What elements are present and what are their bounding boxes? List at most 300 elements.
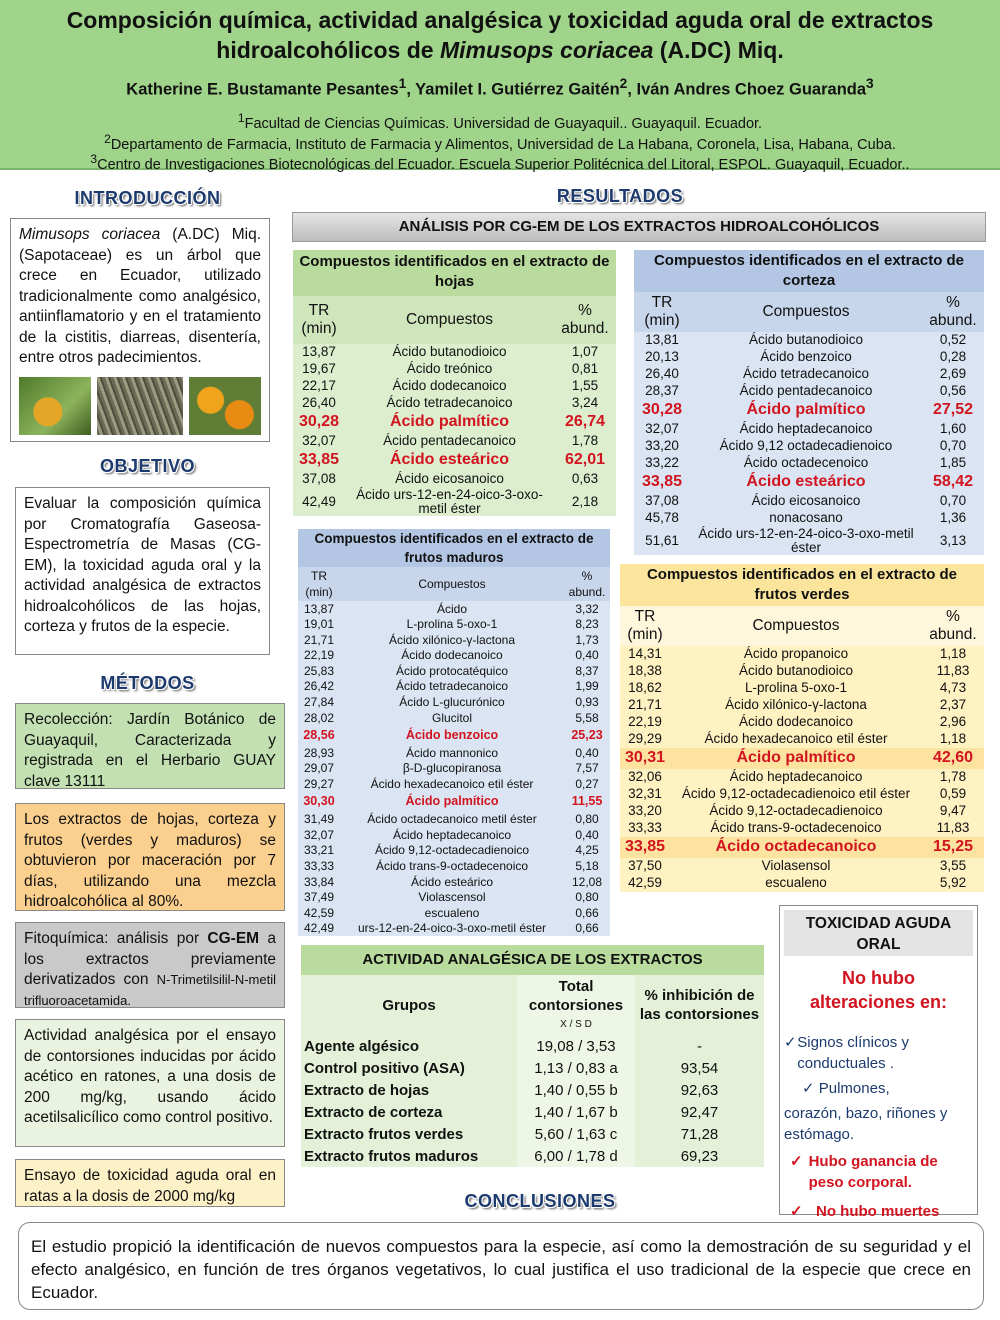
cell-compuesto: Ácido L-glucurónico	[399, 695, 505, 710]
intro-body: (A.DC) Miq. (Sapotaceae) es un árbol que crece en Ecuador, utilizado tradicionalmente como analgésico, antiinflamatorio y en el tratamiento de la cistitis, diarreas, disentería, entre otros padecimientos.	[19, 226, 261, 366]
table-row	[620, 663, 984, 680]
cell-tr: 33,21	[303, 843, 335, 858]
col-tr: TR (min)	[627, 608, 663, 643]
cell-compuesto: Ácido treónico	[406, 361, 493, 377]
table-row	[298, 859, 610, 875]
tabla-maduros-title: Compuestos identificados en el extracto de frutos maduros	[298, 529, 610, 567]
author-2: , Yamilet I. Gutiérrez Gaitén	[406, 80, 620, 99]
cell-tr: 29,27	[303, 777, 335, 792]
tox-text: Signos clínicos y conductuales .	[797, 1034, 909, 1072]
cell-tr: 19,01	[303, 617, 335, 632]
fruits-photo	[189, 377, 261, 435]
cell-abund: 0,40	[575, 827, 599, 842]
cell-compuesto: Ácido heptadecanoico	[729, 769, 863, 785]
table-row	[298, 663, 610, 679]
cell-compuesto: Ácido xilónico-γ-lactona	[388, 632, 516, 647]
conclusiones-box: El estudio propició la identificación de nuevos compuestos para la especie, así como la demostración de su seguridad y el efecto analgésico, en función de tres órganos vegetativos, lo cual justifica el uso tradicional de la especie que crece en Ecuador.	[18, 1222, 984, 1310]
cell-abund: 5,58	[575, 710, 599, 725]
table-row	[301, 1057, 764, 1079]
author-2-sup: 2	[619, 76, 628, 91]
cell-abund: 0,70	[939, 493, 967, 509]
tox-text: No hubo muertes	[816, 1203, 940, 1220]
cell-abund: 11,83	[936, 663, 970, 679]
cell-abund: 58,42	[932, 473, 974, 491]
cell-abund: 11,83	[936, 820, 970, 836]
table-row	[620, 748, 984, 769]
table-row	[634, 527, 984, 555]
cell-compuesto: Ácido 9,12 octadecadienoico	[719, 438, 893, 454]
toxicidad-title: TOXICIDAD AGUDA ORAL	[784, 910, 973, 956]
cell-tr: 33,85	[641, 473, 683, 491]
cell-abund: 1,07	[571, 344, 599, 360]
tox-text: Hubo ganancia de peso corporal.	[808, 1153, 938, 1191]
table-row	[634, 421, 984, 438]
table-row	[293, 450, 616, 471]
cell-tr: 33,84	[303, 874, 335, 889]
cell-compuesto: Ácido dodecanoico	[401, 648, 503, 663]
table-row	[620, 820, 984, 837]
cell-tr: 29,07	[303, 761, 335, 776]
cell-compuesto: Ácido tetradecanoico	[395, 679, 509, 694]
cell-tr: 33,33	[303, 859, 335, 873]
cell-tr: 33,20	[628, 803, 662, 819]
cell-abund: 4,25	[575, 843, 599, 858]
cell-tr: 33,20	[645, 438, 679, 454]
cell-compuesto: Ácido tetradecanoico	[386, 395, 513, 411]
table-row	[293, 471, 616, 488]
tabla-analgesica-title: ACTIVIDAD ANALGÉSICA DE LOS EXTRACTOS	[301, 945, 764, 975]
cell-tr: 28,02	[303, 710, 335, 725]
cell-tr: 37,49	[303, 890, 335, 905]
cell-abund: 2,69	[939, 366, 967, 382]
metodos-title: MÉTODOS	[100, 673, 195, 693]
table-row	[301, 1145, 764, 1167]
cell-compuesto: Ácido pentadecanoico	[383, 433, 516, 449]
table-row	[620, 875, 984, 892]
cell-compuesto: Ácido 9,12-octadecadienoico	[709, 803, 883, 819]
tabla-analgesica	[301, 945, 764, 1167]
col-abund: % abund.	[929, 294, 977, 329]
toxicidad-list	[780, 1032, 977, 1222]
table-row	[293, 412, 616, 433]
table-row	[301, 1101, 764, 1123]
tabla-analgesica-grid	[301, 975, 764, 1167]
tabla-verdes-title: Compuestos identificados en el extracto de frutos verdes	[620, 564, 984, 606]
resultados-title: RESULTADOS	[556, 186, 684, 206]
cell-compuesto: Ácido xilónico-γ-lactona	[725, 697, 867, 713]
cell-abund: 2,96	[939, 714, 967, 730]
cell-tr: 20,13	[645, 349, 679, 365]
tabla-corteza-body	[634, 332, 984, 555]
cell-abund: 7,57	[575, 761, 599, 776]
table-row	[634, 366, 984, 383]
tabla-hojas-grid	[293, 296, 616, 516]
col-total-label: Total contorsiones	[528, 977, 624, 1014]
cell-inhibicion: -	[697, 1037, 702, 1055]
cell-abund: 0,52	[939, 332, 967, 348]
toxicidad-box	[779, 905, 978, 1220]
cell-abund: 62,01	[564, 451, 606, 469]
cell-abund: 0,70	[939, 438, 967, 454]
cell-tr: 22,17	[302, 378, 336, 394]
table-row	[620, 697, 984, 714]
title-line-2	[10, 35, 990, 65]
col-inhibicion: % inhibición de las contorsiones	[639, 987, 760, 1023]
cell-compuesto: Violasensol	[761, 858, 831, 874]
cell-compuesto: Ácido hexadecanoico etil éster	[370, 777, 534, 792]
resultados-banner: ANÁLISIS POR CG-EM DE LOS EXTRACTOS HIDROALCOHÓLICOS	[292, 212, 986, 242]
metodo-recoleccion: Recolección: Jardín Botánico de Guayaquil, Caracterizada y registrada en el Herbario GUAY clave 13111	[15, 703, 285, 789]
cell-abund: 0,93	[575, 695, 599, 710]
tabla-hojas	[293, 250, 616, 516]
cell-tr: 37,50	[628, 858, 662, 874]
aff-text: Centro de Investigaciones Biotecnológicas del Ecuador. Escuela Superior Politécnica del Litoral, ESPOL. Guayaquil, Ecuador..	[97, 156, 910, 173]
cell-abund: 5,92	[939, 875, 967, 891]
cell-tr: 22,19	[303, 648, 335, 663]
table-row	[620, 837, 984, 858]
cell-abund: 0,59	[939, 786, 967, 802]
cell-compuesto: Ácido heptadecanoico	[739, 421, 873, 437]
table-row	[298, 710, 610, 726]
metodo-extractos: Los extractos de hojas, corteza y frutos (verdes y maduros) se obtuvieron por maceración por 7 días, utilizando una mezcla hidroalcohólica al 80%.	[15, 803, 285, 911]
table-row	[293, 488, 616, 516]
cell-tr: 32,07	[303, 827, 335, 842]
table-row	[298, 745, 610, 761]
cell-abund: 25,23	[571, 727, 603, 742]
cell-inhibicion: 92,63	[680, 1081, 719, 1099]
cell-abund: 1,18	[939, 646, 967, 662]
cell-compuesto: Ácido 9,12-octadecadienoico	[374, 843, 530, 858]
cell-compuesto: Ácido octadecenoico	[743, 455, 869, 471]
table-row	[301, 1035, 764, 1057]
table-row	[634, 438, 984, 455]
tox-item-3	[784, 1151, 973, 1193]
cell-abund: 3,32	[575, 601, 599, 616]
m3-bold: CG-EM	[207, 930, 260, 947]
cell-compuesto: Glucitol	[431, 710, 472, 725]
tabla-corteza-grid	[634, 292, 984, 555]
cell-tr: 19,67	[302, 361, 336, 377]
cell-abund: 0,56	[939, 383, 967, 399]
cell-tr: 26,42	[303, 679, 335, 694]
table-row	[298, 726, 610, 746]
col-abund: % abund.	[568, 569, 606, 599]
cell-compuesto: L-prolina 5-oxo-1	[744, 680, 848, 696]
metodo-fitoquimica	[15, 922, 285, 1008]
cell-inhibicion: 92,47	[680, 1103, 719, 1121]
table-row	[301, 1123, 764, 1145]
cell-abund: 3,24	[571, 395, 599, 411]
cell-tr: 26,40	[645, 366, 679, 382]
col-tr: TR (min)	[301, 302, 337, 337]
aff-text: Facultad de Ciencias Químicas. Universidad de Guayaquil.. Guayaquil. Ecuador.	[244, 115, 763, 132]
cell-compuesto: β-D-glucopiranosa	[402, 761, 502, 776]
tabla-maduros-grid	[298, 567, 610, 936]
cell-compuesto: escualeno	[765, 875, 827, 891]
table-row	[298, 905, 610, 921]
cell-tr: 13,81	[645, 332, 679, 348]
table-row	[293, 378, 616, 395]
cell-tr: 30,31	[624, 749, 666, 767]
tabla-verdes-body	[620, 646, 984, 892]
table-row	[634, 472, 984, 493]
metodo-analgesica: Actividad analgésica por el ensayo de contorsiones inducidas por ácido acético en ratones, a una dosis de 200 mg/kg, usando ácido acetilsalicílico como control positivo.	[15, 1019, 285, 1147]
cell-tr: 26,40	[302, 395, 336, 411]
cell-compuesto: Ácido urs-12-en-24-oico-3-oxo-metil éster	[698, 526, 914, 556]
cell-tr: 18,62	[628, 680, 662, 696]
affiliation-3	[10, 149, 990, 175]
cell-abund: 2,18	[571, 494, 599, 510]
cell-compuesto: Ácido butanodioico	[748, 332, 864, 348]
cell-compuesto: Ácido eicosanoico	[751, 493, 861, 509]
intro-images	[19, 377, 261, 435]
metodo-toxicidad: Ensayo de toxicidad aguda oral en ratas a la dosis de 2000 mg/kg	[15, 1159, 285, 1207]
table-row	[620, 714, 984, 731]
cell-total: 1,40 / 1,67 b	[517, 1101, 635, 1123]
col-compuestos: Compuestos	[752, 617, 840, 634]
table-row	[298, 921, 610, 937]
cell-tr: 33,85	[624, 838, 666, 856]
cell-abund: 26,74	[564, 413, 606, 431]
cell-tr: 13,87	[303, 601, 335, 616]
cell-compuesto: Ácido palmítico	[389, 413, 510, 431]
cell-tr: 33,33	[628, 820, 662, 836]
tabla-verdes	[620, 564, 984, 892]
tox-text: Pulmones,	[818, 1080, 890, 1097]
cell-compuesto: Ácido butanodioico	[738, 663, 854, 679]
table-row	[298, 874, 610, 890]
cell-compuesto: Ácido palmítico	[405, 794, 499, 809]
cell-tr: 51,61	[645, 533, 679, 549]
table-row	[620, 803, 984, 820]
table-row	[634, 349, 984, 366]
tox-item-2b: corazón, bazo, riñones y estómago.	[784, 1105, 948, 1143]
table-row	[298, 679, 610, 695]
check-icon: ✓	[790, 1153, 803, 1170]
cell-compuesto: Ácido palmítico	[746, 401, 866, 419]
cell-compuesto: Ácido octadecanoico	[715, 838, 877, 856]
author-3-sup: 3	[866, 76, 874, 91]
cell-tr: 42,59	[628, 875, 662, 891]
cell-compuesto: Ácido benzoico	[405, 727, 499, 742]
cell-compuesto: Ácido pentadecanoico	[739, 383, 873, 399]
cell-compuesto: Ácido trans-9-octadecenoico	[710, 820, 882, 836]
cell-tr: 42,59	[303, 905, 335, 920]
cell-tr: 22,19	[628, 714, 662, 730]
cell-compuesto: Ácido eicosanoico	[395, 471, 504, 487]
cell-tr: 21,71	[628, 697, 662, 713]
cell-compuesto: Violascensol	[418, 890, 486, 905]
cell-total: 6,00 / 1,78 d	[517, 1145, 635, 1167]
table-row	[293, 361, 616, 378]
table-row	[298, 601, 610, 617]
intro-species: Mimusops coriacea	[19, 226, 161, 243]
cell-compuesto: Ácido dodecanoico	[392, 378, 507, 394]
cell-abund: 1,85	[939, 455, 967, 471]
table-row	[293, 433, 616, 450]
leaves-photo	[19, 377, 91, 435]
tabla-hojas-title: Compuestos identificados en el extracto de hojas	[293, 250, 616, 296]
table-row	[298, 695, 610, 711]
table-row	[298, 890, 610, 906]
cell-abund: 0,40	[575, 745, 599, 760]
intro-title: INTRODUCCIÓN	[74, 188, 221, 208]
table-row	[298, 827, 610, 843]
cell-grupo: Control positivo (ASA)	[304, 1059, 465, 1077]
title-line-1: Composición química, actividad analgésica y toxicidad aguda oral de extractos	[66, 7, 934, 33]
cell-inhibicion: 69,23	[680, 1147, 719, 1165]
table-row	[293, 395, 616, 412]
table-row	[301, 1079, 764, 1101]
tox-item-1	[784, 1032, 973, 1074]
cell-tr: 33,85	[298, 451, 340, 469]
cell-abund: 1,55	[571, 378, 599, 394]
cell-tr: 32,07	[302, 433, 336, 449]
cell-tr: 37,08	[645, 493, 679, 509]
cell-abund: 1,99	[575, 679, 599, 694]
cell-tr: 32,07	[645, 421, 679, 437]
cell-abund: 1,36	[939, 510, 967, 526]
col-abund: % abund.	[929, 608, 977, 643]
cell-tr: 14,31	[628, 646, 662, 662]
tabla-verdes-grid	[620, 606, 984, 892]
cell-abund: 3,13	[939, 533, 967, 549]
tabla-corteza	[634, 250, 984, 555]
check-icon: ✓	[784, 1034, 797, 1051]
cell-abund: 9,47	[939, 803, 967, 819]
cell-abund: 12,08	[571, 874, 603, 889]
col-total	[517, 975, 635, 1035]
tabla-corteza-title: Compuestos identificados en el extracto de corteza	[634, 250, 984, 292]
cell-tr: 42,49	[302, 494, 336, 510]
poster-title	[10, 5, 990, 65]
col-tr: TR (min)	[305, 569, 333, 599]
title-text-end: (A.DC) Miq.	[653, 37, 784, 63]
no-alteraciones: No hubo alteraciones en:	[809, 968, 948, 1012]
tabla-maduros	[298, 529, 610, 936]
col-compuestos: Compuestos	[405, 311, 493, 328]
cell-compuesto: Ácido palmítico	[736, 749, 856, 767]
aff-sup: 2	[104, 132, 111, 146]
cell-tr: 13,87	[302, 344, 336, 360]
cell-tr: 25,83	[303, 663, 335, 678]
cell-abund: 1,78	[571, 433, 599, 449]
cell-abund: 0,80	[575, 890, 599, 905]
cell-tr: 31,49	[303, 812, 335, 827]
cell-tr: 28,93	[303, 745, 335, 760]
cell-compuesto: Ácido propanoico	[743, 646, 849, 662]
cell-abund: 3,55	[939, 858, 967, 874]
table-row	[298, 761, 610, 777]
table-row	[620, 769, 984, 786]
col-total-sub: X / S D	[560, 1018, 592, 1030]
cell-compuesto: Ácido esteárico	[410, 874, 494, 889]
col-tr: TR (min)	[644, 294, 680, 329]
tabla-hojas-body	[293, 344, 616, 516]
cell-abund: 11,55	[571, 794, 603, 809]
title-text: hidroalcohólicos de	[216, 37, 440, 63]
table-row	[298, 812, 610, 828]
cell-compuesto: Ácido tetradecanoico	[742, 366, 870, 382]
cell-grupo: Extracto frutos verdes	[304, 1125, 464, 1143]
aff-sup: 1	[237, 111, 245, 125]
cell-abund: 2,37	[939, 697, 967, 713]
cell-abund: 1,18	[939, 731, 967, 747]
cell-total: 5,60 / 1,63 c	[517, 1123, 635, 1145]
aff-text: Departamento de Farmacia, Instituto de Farmacia y Alimentos, Universidad de La Habana, Coronela, Lisa, Habana, Cuba.	[110, 136, 896, 153]
table-row	[298, 792, 610, 812]
author-1-sup: 1	[398, 76, 407, 91]
cell-compuesto: Ácido benzoico	[760, 349, 852, 365]
cell-abund: 4,73	[939, 680, 967, 696]
cell-total: 19,08 / 3,53	[517, 1035, 635, 1057]
table-row	[298, 617, 610, 633]
table-row	[634, 332, 984, 349]
cell-abund: 27,52	[932, 401, 974, 419]
cell-compuesto: L-prolina 5-oxo-1	[406, 617, 498, 632]
cell-abund: 1,73	[575, 632, 599, 647]
cell-compuesto: Ácido mannonico	[405, 745, 499, 760]
cell-abund: 0,63	[571, 471, 599, 487]
table-row	[620, 786, 984, 803]
cell-abund: 42,60	[932, 749, 974, 767]
author-1: Katherine E. Bustamante Pesantes	[126, 80, 399, 99]
objetivo-box: Evaluar la composición química por Cromatografía Gaseosa-Espectrometría de Masas (CG-EM), la toxicidad aguda oral y la actividad analgésica de extractos hidroalcohólicos de las hojas, corteza y frutos de la especie.	[15, 487, 270, 655]
check-icon: ✓	[790, 1203, 803, 1220]
table-row	[293, 344, 616, 361]
cell-tr: 27,84	[303, 695, 335, 710]
authors	[10, 76, 990, 100]
cell-abund: 15,25	[932, 838, 974, 856]
cell-compuesto: nonacosano	[769, 510, 843, 526]
col-compuestos: Compuestos	[418, 577, 486, 591]
cell-tr: 45,78	[645, 510, 679, 526]
table-row	[634, 493, 984, 510]
cell-abund: 8,37	[575, 663, 599, 678]
table-row	[620, 680, 984, 697]
table-row	[634, 455, 984, 472]
cell-compuesto: Ácido esteárico	[746, 473, 866, 491]
cell-compuesto: Ácido esteárico	[389, 451, 510, 469]
author-3: , Iván Andres Choez Guaranda	[627, 80, 867, 99]
bark-photo	[97, 377, 183, 435]
intro-text	[19, 225, 261, 369]
objetivo-title: OBJETIVO	[99, 456, 196, 476]
tabla-maduros-body	[298, 601, 610, 936]
table-row	[620, 858, 984, 875]
cell-abund: 0,27	[575, 777, 599, 792]
cell-abund: 0,81	[571, 361, 599, 377]
cell-compuesto: Ácido hexadecanoico etil éster	[704, 731, 888, 747]
cell-inhibicion: 71,28	[680, 1125, 719, 1143]
cell-grupo: Extracto de hojas	[304, 1081, 430, 1099]
check-icon: ✓	[802, 1080, 819, 1097]
cell-tr: 42,49	[303, 921, 335, 936]
col-grupos: Grupos	[382, 996, 436, 1014]
table-row	[298, 648, 610, 664]
conclusiones-title: CONCLUSIONES	[464, 1191, 616, 1211]
table-row	[634, 400, 984, 421]
intro-box	[10, 218, 270, 442]
cell-tr: 32,06	[628, 769, 662, 785]
tabla-analgesica-body	[301, 1035, 764, 1167]
cell-abund: 8,23	[575, 617, 599, 632]
cell-tr: 18,38	[628, 663, 662, 679]
tox-item-4	[784, 1201, 973, 1222]
cell-abund: 0,80	[575, 812, 599, 827]
cell-tr: 29,29	[628, 731, 662, 747]
aff-sup: 3	[90, 152, 98, 166]
